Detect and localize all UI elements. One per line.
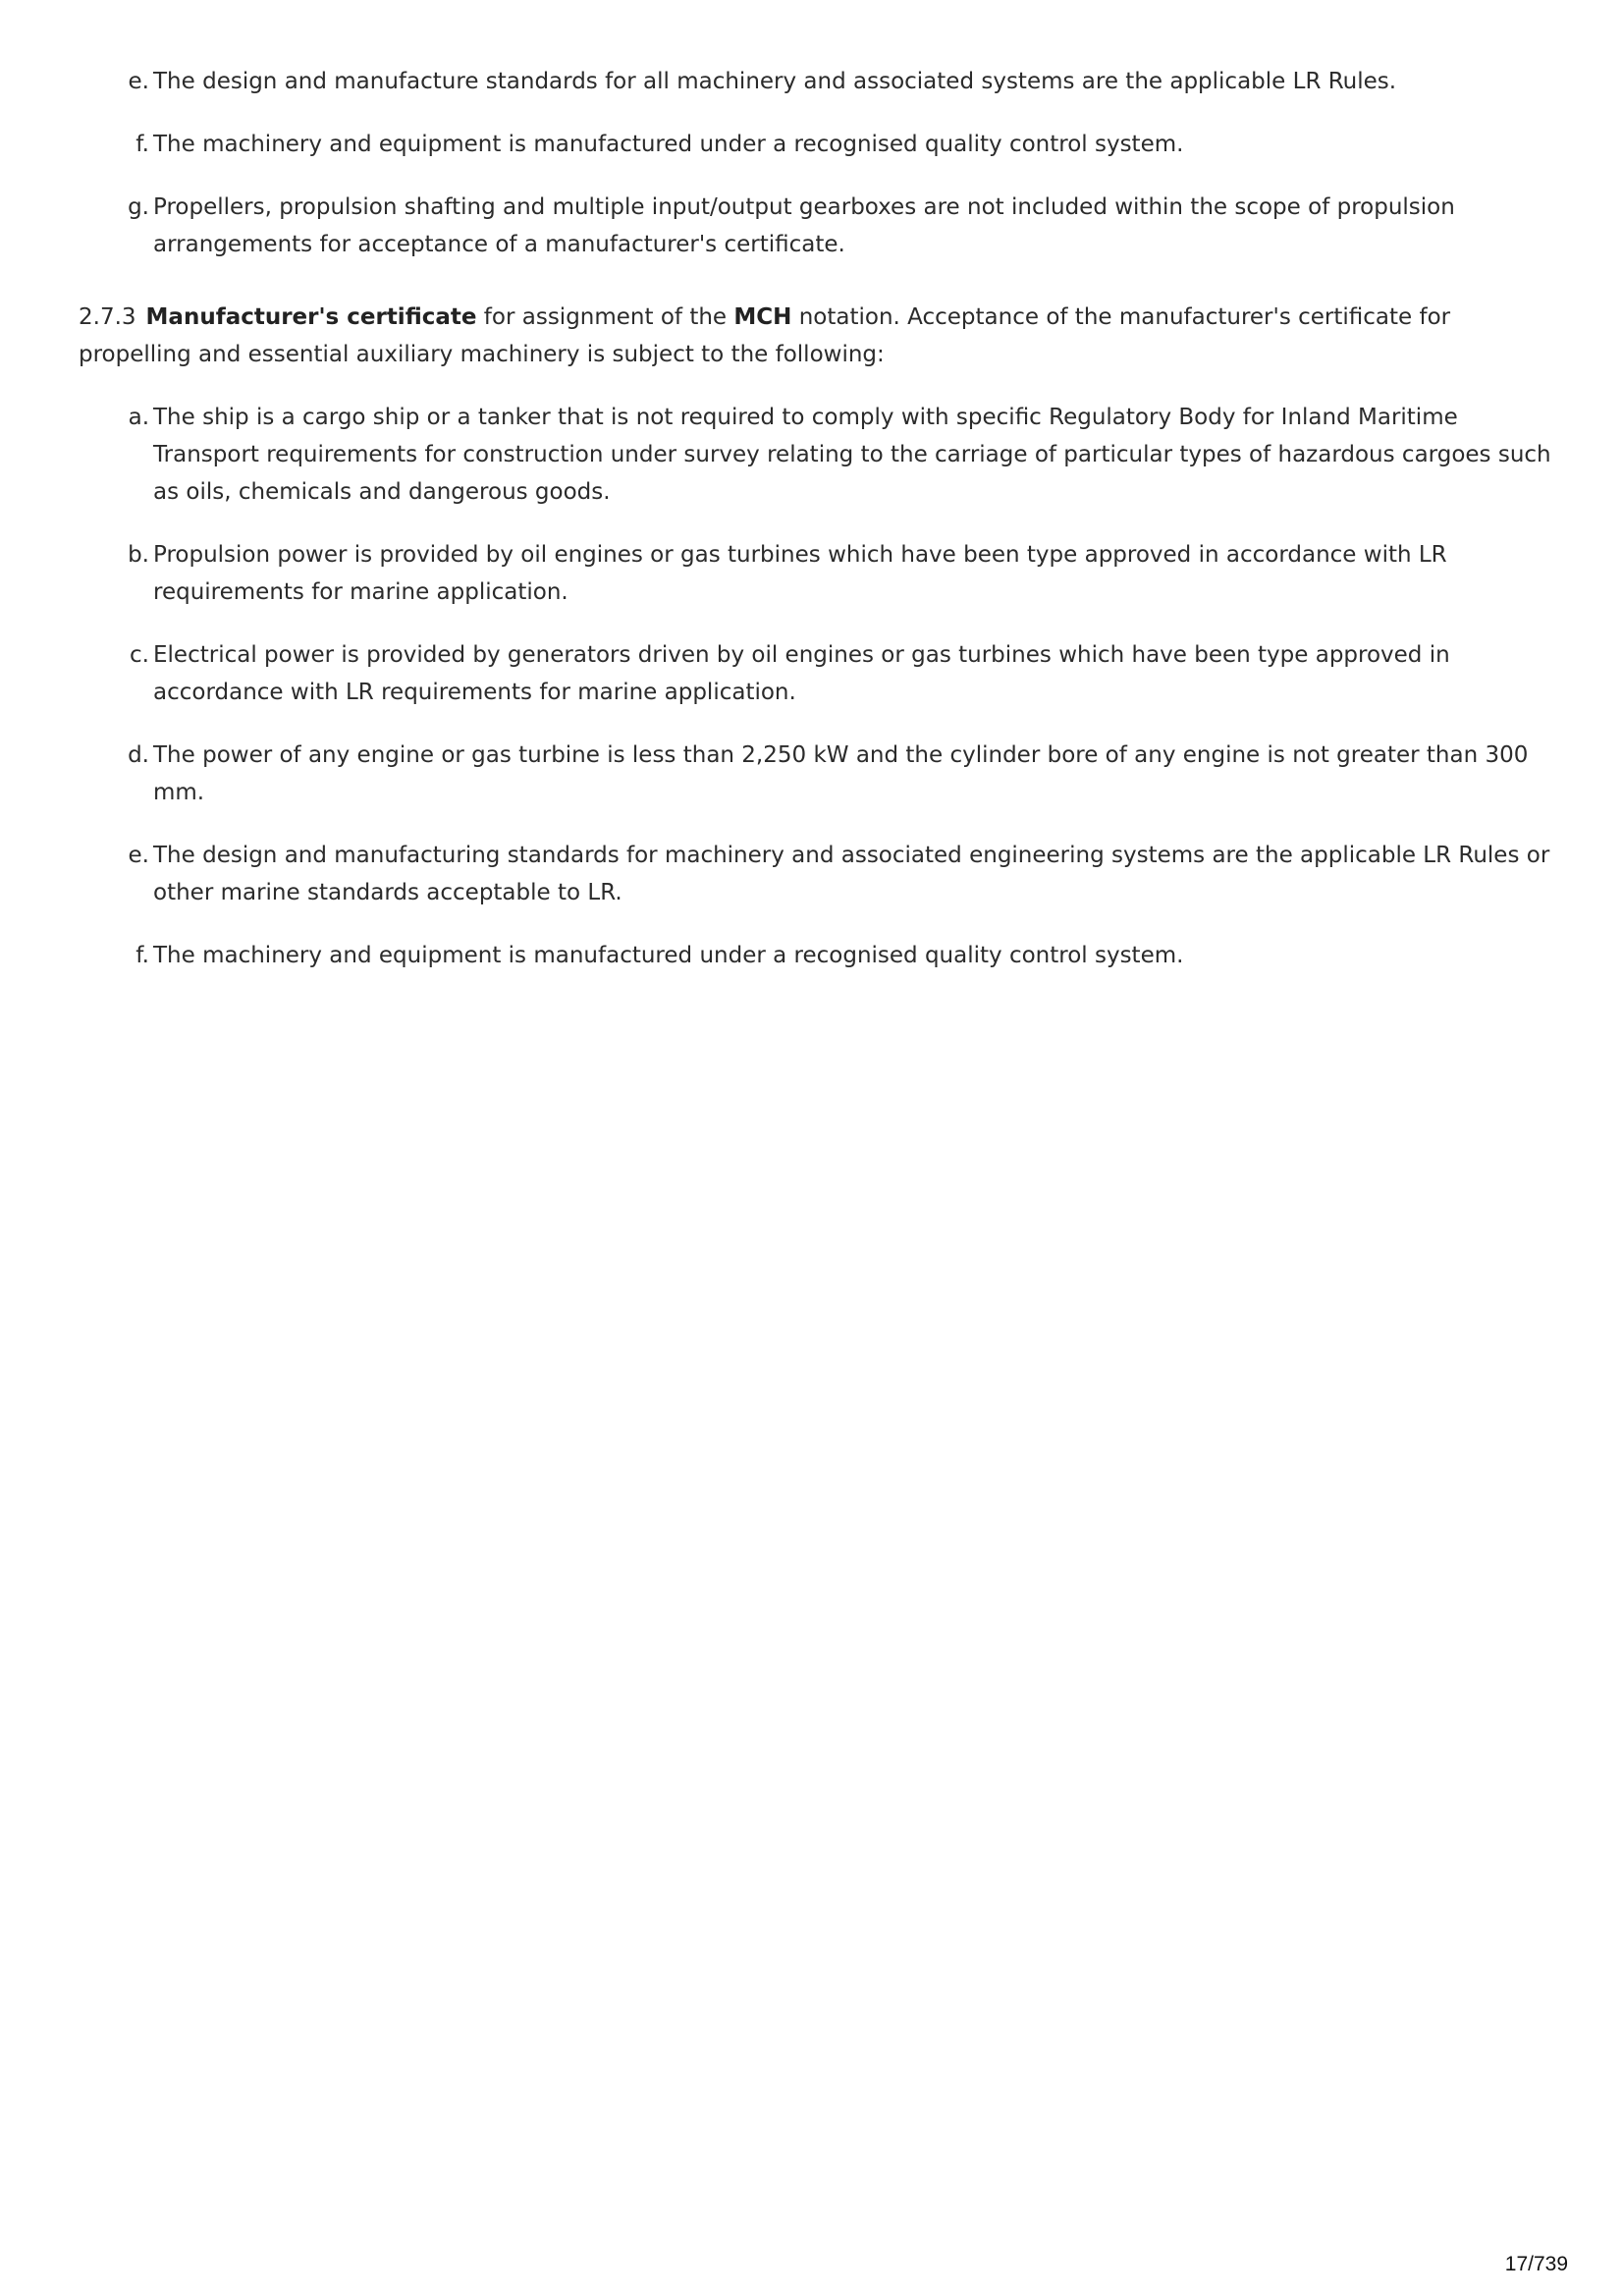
notation-mch: MCH	[733, 304, 792, 330]
list-marker: f.	[135, 132, 149, 157]
conditions-list	[79, 399, 1551, 974]
list-marker: c.	[130, 642, 149, 668]
clause-number: 2.7.3	[79, 304, 136, 330]
list-item-text: The design and manufacture standards for all machinery and associated systems are the applicable LR Rules.	[153, 69, 1397, 94]
list-marker: d.	[128, 742, 149, 768]
clause-text-part-2: notation. Acceptance of the manufacturer's certificate for propelling and essential auxiliary machinery is subject to the following:	[79, 304, 1451, 367]
clause-2-7-3	[79, 299, 1551, 373]
list-item-text: Propellers, propulsion shafting and multiple input/output gearboxes are not included within the scope of propulsion arrangements for acceptance of a manufacturer's certificate.	[153, 194, 1455, 257]
list-item-text: Propulsion power is provided by oil engines or gas turbines which have been type approved in accordance with LR requirements for marine application.	[153, 542, 1447, 605]
list-marker: b.	[128, 542, 149, 568]
list-item-text: The machinery and equipment is manufactured under a recognised quality control system.	[153, 943, 1184, 968]
list-marker: a.	[128, 405, 149, 430]
list-item	[79, 536, 1551, 611]
list-item	[79, 63, 1551, 100]
list-marker: g.	[128, 194, 149, 220]
list-item-text: The design and manufacturing standards for machinery and associated engineering systems are the applicable LR Rules or other marine standards acceptable to LR.	[153, 843, 1550, 905]
list-continued	[79, 63, 1551, 263]
list-marker: e.	[128, 843, 149, 868]
list-item-text: The ship is a cargo ship or a tanker that is not required to comply with specific Regulatory Body for Inland Maritime Transport requirements for construction under survey relating to the carriage of particular types of hazardous cargoes such as oils, chemicals and dangerous goods.	[153, 405, 1551, 505]
list-marker: e.	[128, 69, 149, 94]
list-item-text: Electrical power is provided by generators driven by oil engines or gas turbines which have been type approved in accordance with LR requirements for marine application.	[153, 642, 1450, 705]
list-item	[79, 937, 1551, 974]
list-item-text: The machinery and equipment is manufactured under a recognised quality control system.	[153, 132, 1184, 157]
document-page	[79, 63, 1551, 1000]
list-item	[79, 636, 1551, 711]
list-item	[79, 399, 1551, 511]
page-number: 17/739	[1504, 2253, 1568, 2275]
clause-text-part-1: for assignment of the	[476, 304, 734, 330]
list-item	[79, 126, 1551, 163]
list-item	[79, 737, 1551, 811]
list-item-text: The power of any engine or gas turbine is less than 2,250 kW and the cylinder bore of any engine is not greater than 300 mm.	[153, 742, 1529, 805]
list-item	[79, 189, 1551, 263]
list-marker: f.	[135, 943, 149, 968]
list-item	[79, 837, 1551, 911]
clause-title: Manufacturer's certificate	[145, 304, 477, 330]
